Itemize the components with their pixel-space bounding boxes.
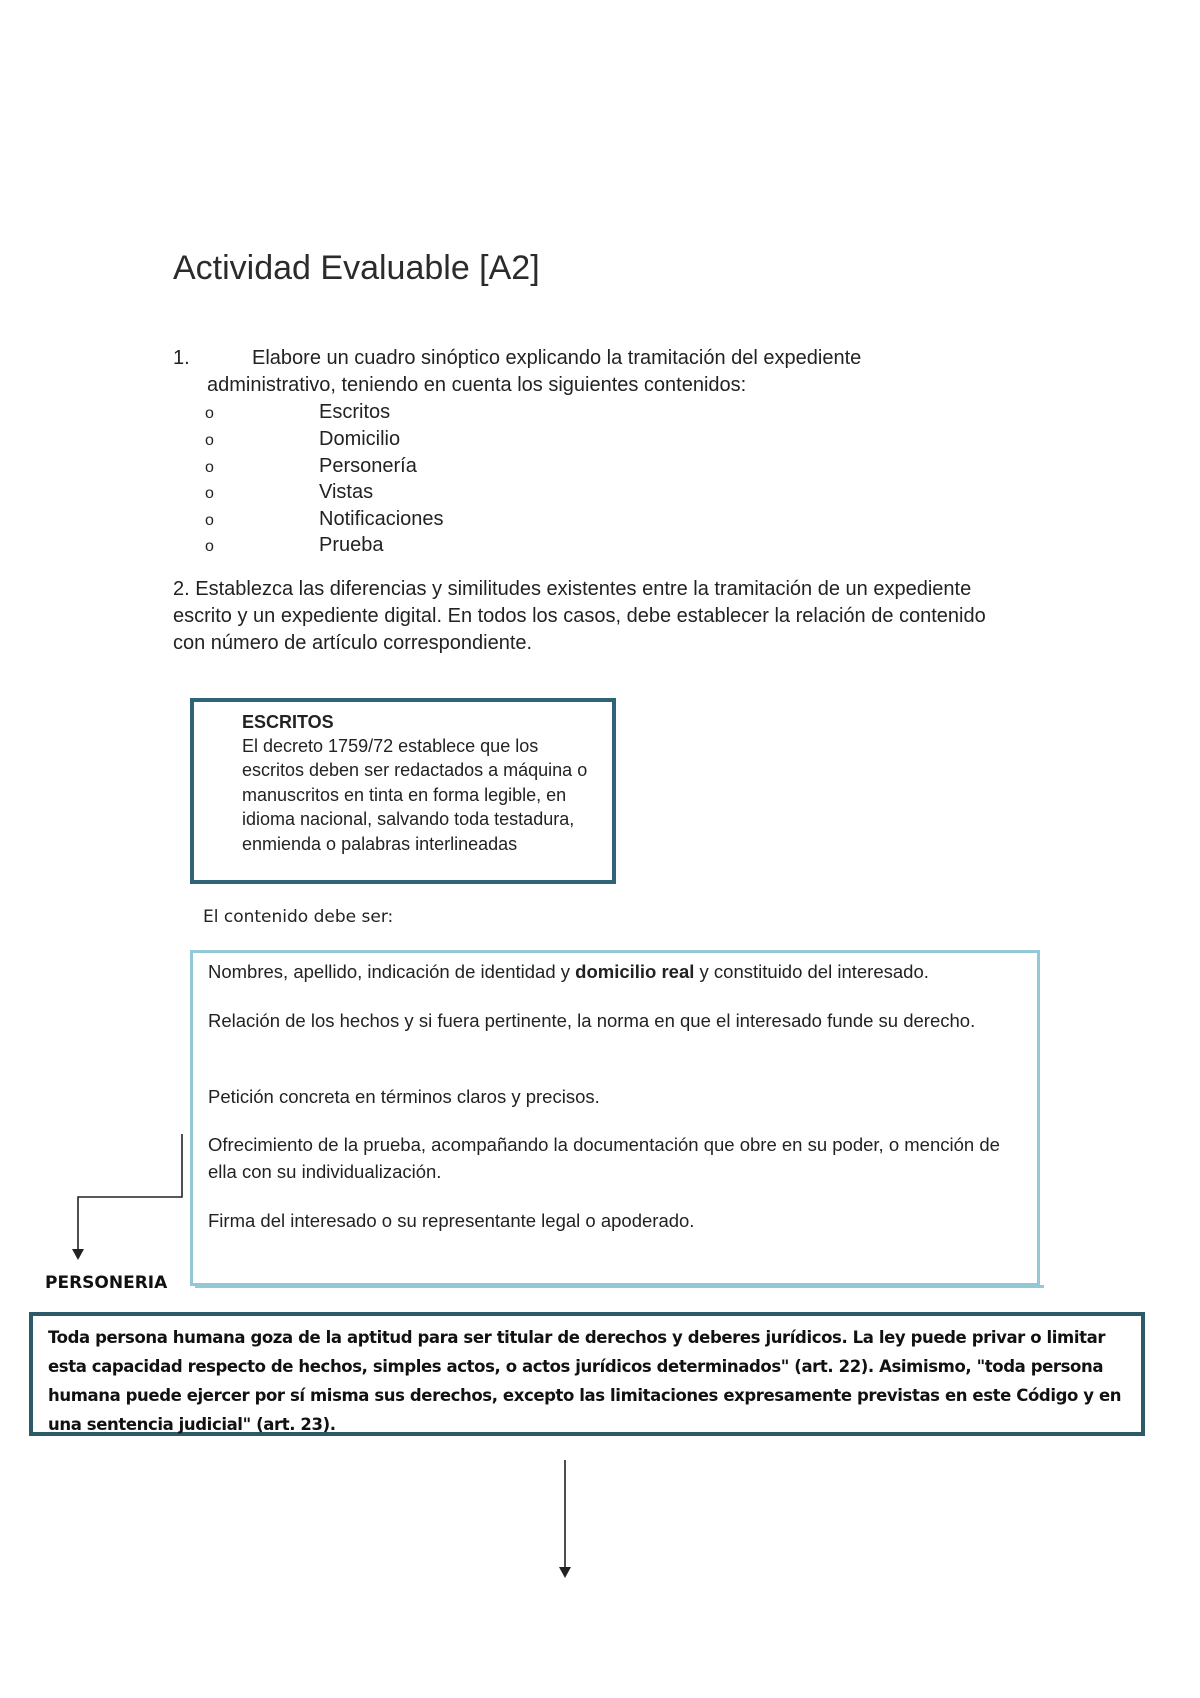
list-item-label: Escritos: [319, 401, 391, 423]
personeria-text: Toda persona humana goza de la aptitud para ser titular de derechos y deberes jurídicos. La ley puede privar o limitar esta capacidad respecto de hechos, simples actos, o actos jurídicos determinados" (art. 22). Asimismo, "toda persona humana puede ejercer por sí misma sus derechos, excepto las limitaciones expresamente previstas en este Código y en una sentencia judicial" (art. 23).: [48, 1328, 1122, 1434]
list-item-label: Notificaciones: [319, 508, 444, 530]
escritos-body: El decreto 1759/72 establece que los escritos deben ser redactados a máquina o manuscritos en tinta en forma legible, en idioma nacional, salvando toda testadura, enmienda o palabras interlineadas: [242, 736, 588, 854]
contenido-item-2: Relación de los hechos y si fuera pertinente, la norma en que el interesado funde su derecho.: [208, 1010, 976, 1031]
list-item-label: Personería: [319, 455, 417, 477]
bullet-marker: o: [205, 485, 214, 502]
arrow-to-personeria: [72, 1134, 182, 1260]
bullet-marker: o: [205, 512, 214, 529]
contenido-item-1-text: Nombres, apellido, indicación de identidad y: [208, 961, 576, 982]
question1-line1: Elabore un cuadro sinóptico explicando la tramitación del expediente: [252, 347, 862, 369]
contenido-label: El contenido debe ser:: [203, 907, 394, 927]
contenido-item-5: Firma del interesado o su representante legal o apoderado.: [208, 1210, 695, 1231]
bullet-marker: o: [205, 405, 214, 422]
bullet-marker: o: [205, 432, 214, 449]
arrow-down: [559, 1460, 571, 1578]
list-item-label: Vistas: [319, 481, 374, 503]
contenido-item-1-rest: y constituido del interesado.: [694, 961, 929, 982]
bullet-marker: o: [205, 538, 214, 555]
bullet-marker: o: [205, 459, 214, 476]
contenido-item-1-bold: domicilio real: [575, 961, 695, 982]
personeria-label: PERSONERIA: [45, 1273, 168, 1293]
contenido-item-3: Petición concreta en términos claros y precisos.: [208, 1086, 600, 1107]
list-item-label: Domicilio: [319, 428, 401, 450]
contenido-item-4: Ofrecimiento de la prueba, acompañando la documentación que obre en su poder, o mención de ella con su individualización.: [208, 1134, 1000, 1182]
question1-line2: administrativo, teniendo en cuenta los siguientes contenidos:: [207, 374, 747, 396]
question2: 2. Establezca las diferencias y similitudes existentes entre la tramitación de un expediente escrito y un expediente digital. En todos los casos, debe establecer la relación de contenido con número de artículo correspondiente.: [173, 578, 986, 654]
escritos-heading: ESCRITOS: [242, 712, 334, 732]
page-title: Actividad Evaluable [A2]: [173, 249, 540, 287]
list-item-label: Prueba: [319, 534, 384, 556]
question1-number: 1.: [173, 347, 190, 369]
